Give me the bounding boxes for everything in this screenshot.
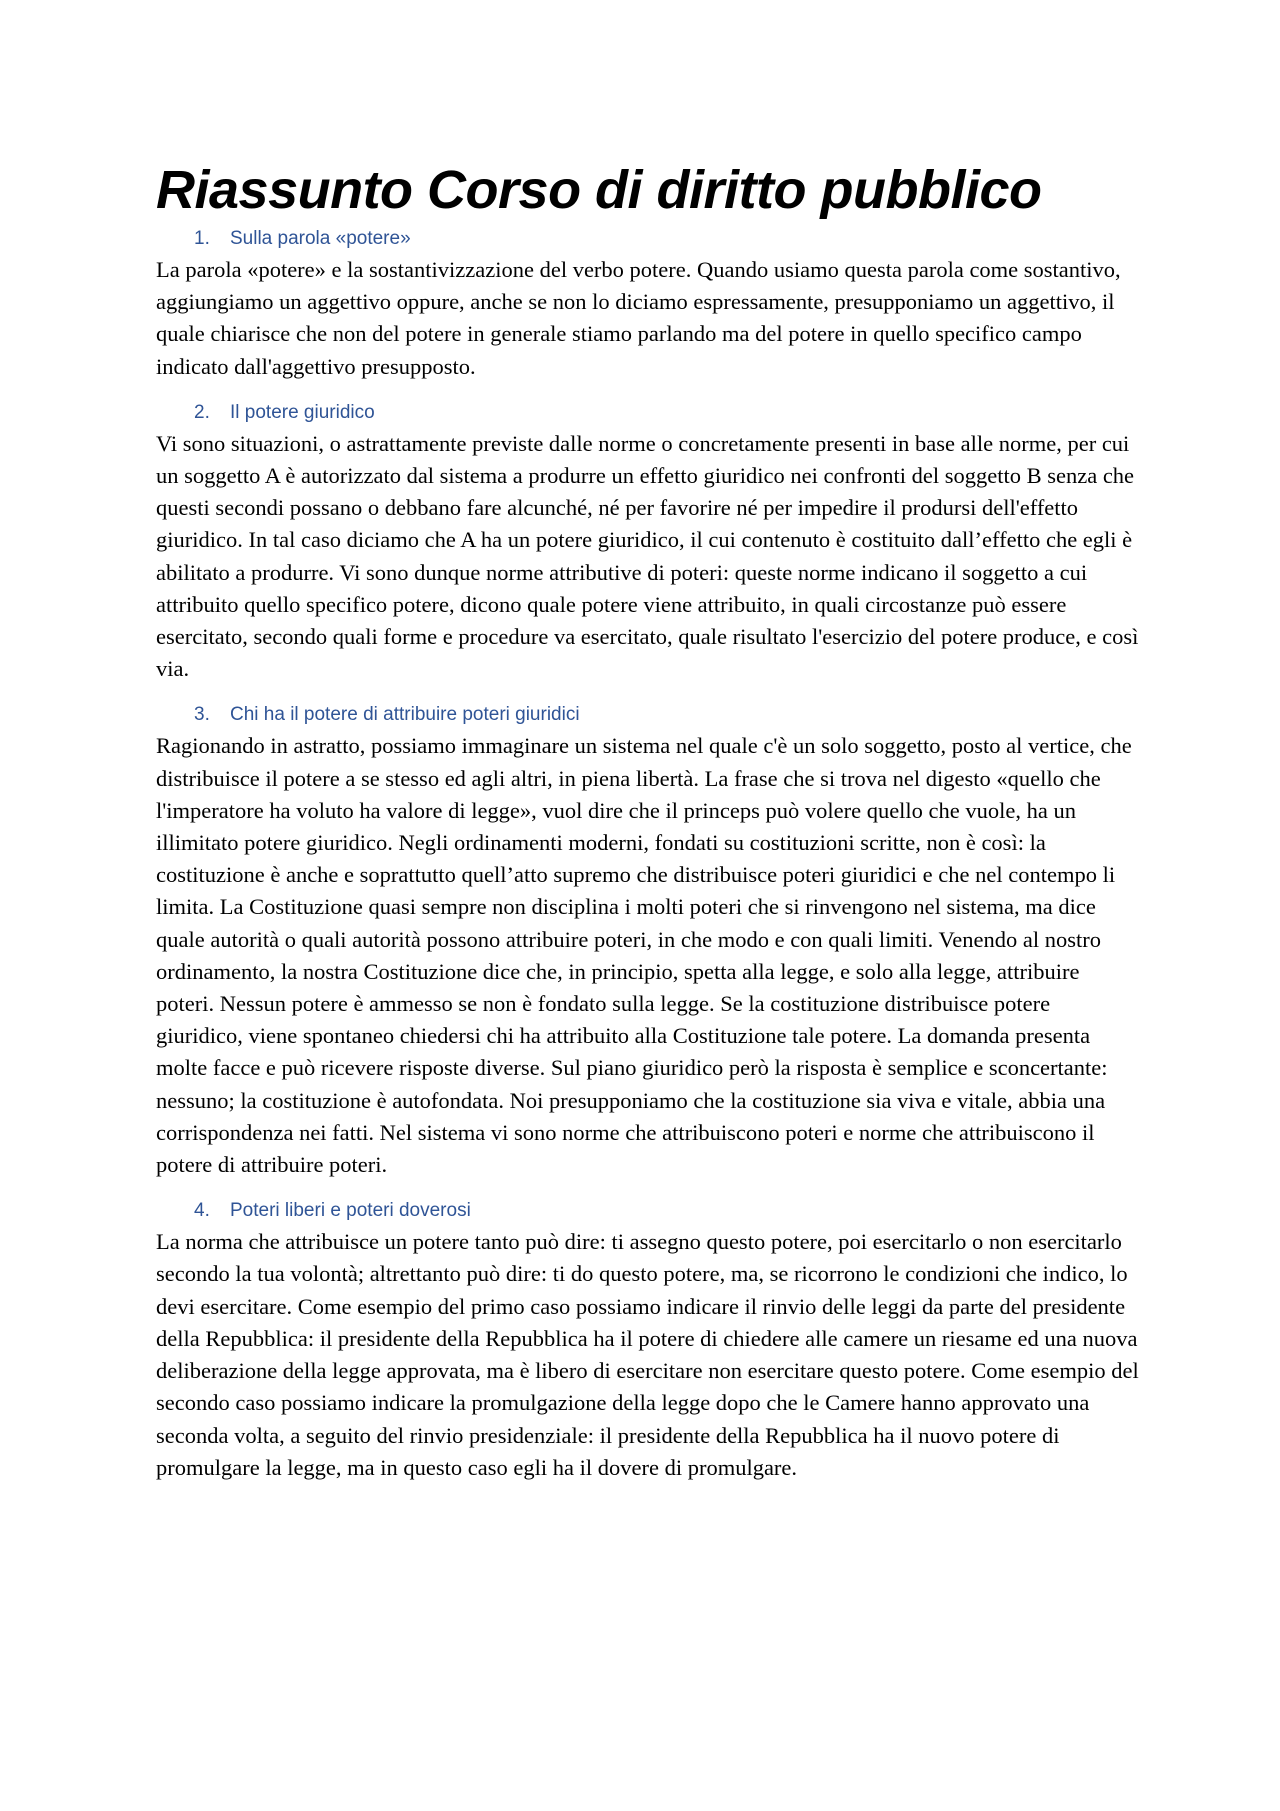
- section-body: Vi sono situazioni, o astrattamente previste dalle norme o concretamente presenti in base alle norme, per cui un soggetto A è autorizzato dal sistema a produrre un effetto giuridico nei confronti del soggetto B senza che questi secondi possano o debbano fare alcunché, né per favorire né per impedire il prodursi dell'effetto giuridico. In tal caso diciamo che A ha un potere giuridico, il cui contenuto è costituito dall’effetto che egli è abilitato a produrre. Vi sono dunque norme attributive di poteri: queste norme indicano il soggetto a cui attribuito quello specifico potere, dicono quale potere viene attribuito, in quali circostanze può essere esercitato, secondo quali forme e procedure va esercitato, quale risultato l'esercizio del potere produce, e così via.: [156, 430, 1139, 682]
- section-number: 1.: [194, 228, 210, 249]
- section-heading: [194, 227, 1141, 251]
- section-number: 2.: [194, 401, 210, 423]
- section-1: [156, 227, 1141, 383]
- section-body: Ragionando in astratto, possiamo immaginare un sistema nel quale c'è un solo soggetto, posto al vertice, che distribuisce il potere a se stesso ed agli altri, in piena libertà. La frase che si trova nel digesto «quello che l'imperatore ha voluto ha valore di legge», vuol dire che il princeps può volere quello che vuole, ha un illimitato potere giuridico. Negli ordinamenti moderni, fondati su costituzioni scritte, non è così: la costituzione è anche e soprattutto quell’atto supremo che distribuisce poteri giuridici e che nel contempo li limita. La Costituzione quasi sempre non disciplina i molti poteri che si rinvengono nel sistema, ma dice quale autorità o quali autorità possono attribuire poteri, in che modo e con quali limiti. Venendo al nostro ordinamento, la nostra Costituzione dice che, in principio, spetta alla legge, e solo alla legge, attribuire poteri. Nessun potere è ammesso se non è fondato sulla legge. Se la costituzione distribuisce potere giuridico, viene spontaneo chiedersi chi ha attribuito alla Costituzione tale potere. La domanda presenta molte facce e può ricevere risposte diverse. Sul piano giuridico però la risposta è semplice e sconcertante: nessuno; la costituzione è autofondata. Noi presupponiamo che la costituzione sia viva e vitale, abbia una corrispondenza nei fatti. Nel sistema vi sono norme che attribuiscono poteri e norme che attribuiscono il potere di attribuire poteri.: [156, 733, 1132, 1178]
- section-heading-text: Sulla parola «potere»: [230, 228, 411, 249]
- section-body: La parola «potere» e la sostantivizzazione del verbo potere. Quando usiamo questa parola come sostantivo, aggiungiamo un aggettivo oppure, anche se non lo diciamo espressamente, presupponiamo un aggettivo, il quale chiarisce che non del potere in generale stiamo parlando ma del potere in quello specifico campo indicato dall'aggettivo presupposto.: [156, 257, 1121, 379]
- section-heading: [194, 703, 1141, 727]
- section-4: [156, 1199, 1141, 1484]
- section-3: [156, 703, 1141, 1181]
- section-heading-text: Poteri liberi e poteri doverosi: [230, 1200, 471, 1222]
- section-heading-text: Chi ha il potere di attribuire poteri giuridici: [230, 704, 580, 726]
- section-heading-text: Il potere giuridico: [230, 401, 375, 423]
- section-heading: [194, 401, 1141, 425]
- section-number: 4.: [194, 1200, 210, 1222]
- section-2: [156, 401, 1141, 686]
- document-title: Riassunto Corso di diritto pubblico: [156, 160, 1042, 220]
- section-body: La norma che attribuisce un potere tanto può dire: ti assegno questo potere, poi esercitarlo o non esercitarlo secondo la tua volontà; altrettanto può dire: ti do questo potere, ma, se ricorrono le condizioni che indico, lo devi esercitare. Come esempio del primo caso possiamo indicare il rinvio delle leggi da parte del presidente della Repubblica: il presidente della Repubblica ha il potere di chiedere alle camere un riesame ed una nuova deliberazione della legge approvata, ma è libero di esercitare non esercitare questo potere. Come esempio del secondo caso possiamo indicare la promulgazione della legge dopo che le Camere hanno approvato una seconda volta, a seguito del rinvio presidenziale: il presidente della Repubblica ha il nuovo potere di promulgare la legge, ma in questo caso egli ha il dovere di promulgare.: [156, 1229, 1139, 1480]
- section-heading: [194, 1199, 1141, 1223]
- document-page: [156, 157, 1141, 1502]
- section-number: 3.: [194, 704, 210, 726]
